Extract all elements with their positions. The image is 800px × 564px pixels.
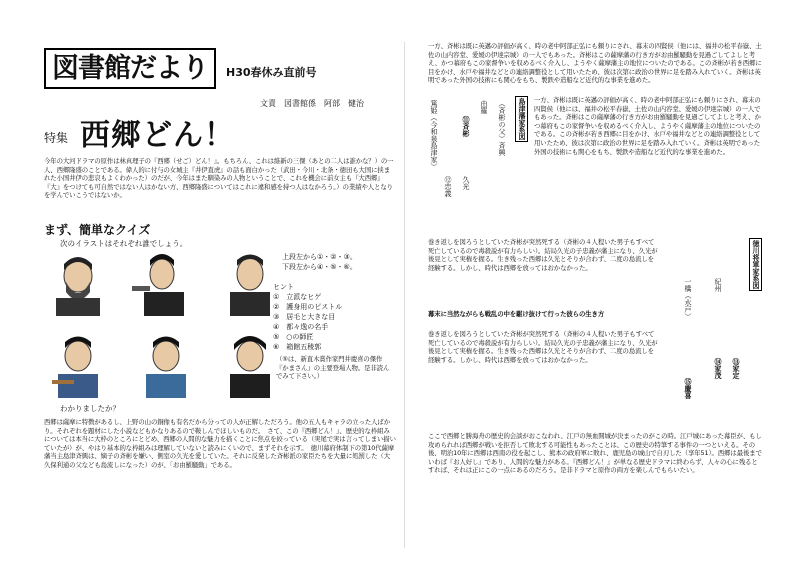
column-divider (404, 42, 405, 548)
quiz-note: （⑤は、新直木賞作家門井慶喜の傑作『かまさん』の主要登場人物。是非読んでみて下さい。） (276, 355, 390, 381)
issue-label: H30春休み直前号 (226, 66, 317, 79)
hint-label: ヒント (273, 283, 294, 291)
bottom-right-paragraph: ここで西郷と勝海舟の歴史的会談がおこなわれ、江戸の無血開城が決まったのがこの時。江戸城にあった幕臣が、もし攻められれば西郷が戦いを拒否して敗北する可能性もあったことは、この歴史の特筆する事件の一つといえる。その後、明治10年に西郷は西南の役を起こし、熊本の政府軍に敗れ、鹿児島の城山で自刃した（享年51）。西郷は最後までいわば『お人好し』であり、人間的な魅力がある。『西郷どん！』が単なる歴史ドラマに終わらず、人々の心に残るとすれば、それは正にこの一点にあるのだろう。是非ドラマと原作の両方を楽しんでもらいたい。 (428, 432, 762, 475)
history-paragraph: 西郷は薩摩に特徴があるし、上野の山の銅像も有名だから分っての人が正解しただろう。他の五人もキャラの立った人ばかり。それぞれを題材にした小説などもかなりあるので鞍しんでほしいものだ。 さて、この『西郷どん！』、歴史的な枠組みについては本当に大枠のところにとどめ、西郷の人間的な魅力を描くことに焦点を絞っている（実尾で実は言ってしまい描いていたが）が、やはり基本的な枠組みは理解していないと読みにくいので、まずそれを示す。 徳川幕府体制下の第10代薩摩藩当主島津斉興は、嫡子の斉彬を嫌い、側室の久光を愛していた。それに反発した斉彬派の家臣たちを大量に処罰した（大久保利通の父なども島流しになった）のが、「お由羅騒動」である。 (44, 418, 396, 469)
hint-item: ④ 都々逸の名手 (273, 323, 329, 331)
genealogy-node: 久光 (462, 176, 470, 190)
genealogy-title: 島津藩家系図 (515, 96, 528, 142)
portrait-3 (222, 252, 278, 316)
tokugawa-node: 一橋（水戸） (684, 278, 692, 320)
hint-list (273, 282, 393, 352)
author-credit: 文責 図書館係 阿部 健治 (260, 99, 364, 108)
feature-title: 西郷どん！ (80, 118, 235, 153)
quiz-title: まず、簡単なクイズ (44, 223, 151, 237)
right-intro-paragraph: 一方、斉彬は既に英邁の評価が高く、時の老中阿部正弘にも頼りにされ、幕末の四賢侯（他には、福井の松平春嶽、土佐の山内容堂、愛媛の伊達宗城）の一人でもあった。斉彬はこの薩摩藩の行き方がお由羅騒動を見過ごしてよしと考え、かつ幕府もこの家督争いを収めるべく介入し、ようやく薩摩藩主の地位についたのである。この斉彬が若き西郷に目をかけ、水戸や福井などとの連絡調整役として用いたため、彼は次第に政治の世界に足を踏み入れていく。斉彬は英明であった外国の技術にも関心をもち、製鉄や造船など近代的な事業を進めた。 (428, 42, 762, 85)
hint-item: ⑥ 箱館五稜郭 (273, 343, 322, 351)
hint-item: ⑤ ○の師匠 (273, 333, 314, 341)
hint-item: ② 護身用のピストル (273, 303, 343, 311)
portrait-6 (222, 334, 278, 398)
right-paragraph-3: 巻き返しを図ろうとしていた斉彬が突然死する（斉彬の４人程いた男子もすべて死亡しているので毒殺説が有力らしい）。結局久光の子忠義が藩主になり、久光が後見として実権を握る。生き残った西郷は久光とそりが合わず、二度の島流しを経験する。しかし、時代は西郷を放ってはおかなかった。 (428, 330, 658, 364)
answer-question: わかりましたか？ (60, 404, 120, 413)
middle-right-paragraph: 巻き返しを図ろうとしていた斉彬が突然死する（斉彬の４人程いた男子もすべて死亡しているので毒殺説が有力らしい）。結局久光の子忠義が藩主になり、久光が後見として実権を握る。生き残った西郷は久光とそりが合わず、二度の島流しを経験する。しかし、時代は西郷を放ってはおかなかった。 (428, 238, 658, 272)
hint-item: ① 立派なヒゲ (273, 293, 322, 301)
shimazu-genealogy (428, 96, 528, 236)
portrait-4 (50, 334, 106, 398)
quiz-line-1: 上段左から①・②・③。 (282, 253, 357, 261)
portrait-5 (138, 334, 194, 398)
genealogy-node: ⑪斉彬 (462, 116, 470, 137)
newsletter-title: 図書館だより (44, 48, 216, 89)
tokugawa-node: ⑭家茂 (714, 358, 722, 379)
quiz-subtitle: 次のイラストはそれぞれ誰でしょう。 (60, 239, 188, 248)
genealogy-node: （斉彬の父）斉興 (498, 100, 506, 156)
right-paragraph-2: 一方、斉彬は既に英邁の評価が高く、時の老中阿部正弘にも頼りにされ、幕末の四賢侯（他には、福井の松平春嶽、土佐の山内容堂、愛媛の伊達宗城）の一人でもあった。斉彬はこの薩摩藩の行き方がお由羅騒動を見過ごしてよしと考え、かつ幕府もこの家督争いを収めるべく介入し、ようやく薩摩藩主の地位についたのである。この斉彬が若き西郷に目をかけ、水戸や福井などとの連絡調整役として用いたため、彼は次第に政治の世界に足を踏み入れていく。斉彬は英明であった外国の技術にも関心をもち、製鉄や造船など近代的な事業を進めた。 (534, 96, 761, 156)
tokugawa-title: 徳川将軍家系図 (749, 238, 762, 291)
quiz-line-2: 下段左から④・⑤・⑥。 (282, 263, 357, 271)
tokugawa-node: 紀州 (714, 278, 722, 292)
portrait-1 (50, 252, 106, 316)
tokugawa-genealogy (664, 238, 762, 428)
intro-paragraph: 今年の大河ドラマの原作は林真理子の『西郷（せご）どん！』。もちろん、これは維新の三傑（あとの二人は誰かな？）の一人、西郷隆盛のことである。偉人的に付与の女城主『井伊直虎』の話も面白かった（武田・今川・北条・徳田も大国に挟まれた小国井伊の悲哀もよくわかった）のだが、今年はまた馴染みの人物ということで、これを機会に前女主も『大西郷』『大』をつけても可自然ではない人はかない方、西郷隆盛についてはこれに違和感を持つ人はなかろう。）の業績や人となりを学んでいこうではないか。 (44, 157, 394, 200)
genealogy-node: ⑫忠義 (444, 176, 452, 197)
genealogy-node: 由羅 (480, 100, 488, 114)
tokugawa-node: ⑮慶喜 (684, 378, 692, 399)
portrait-2 (130, 252, 186, 316)
hint-item: ③ 居毛と大きな目 (273, 313, 336, 321)
tokugawa-node: ⑬家定 (732, 358, 740, 379)
genealogy-node: 篤姫（今和泉島津家） (430, 100, 438, 170)
highlight-text: 幕末に当然ながらも戦乱の中を駆け抜けて行った彼らの生き方 (428, 310, 605, 318)
feature-label: 特集 (44, 131, 69, 145)
